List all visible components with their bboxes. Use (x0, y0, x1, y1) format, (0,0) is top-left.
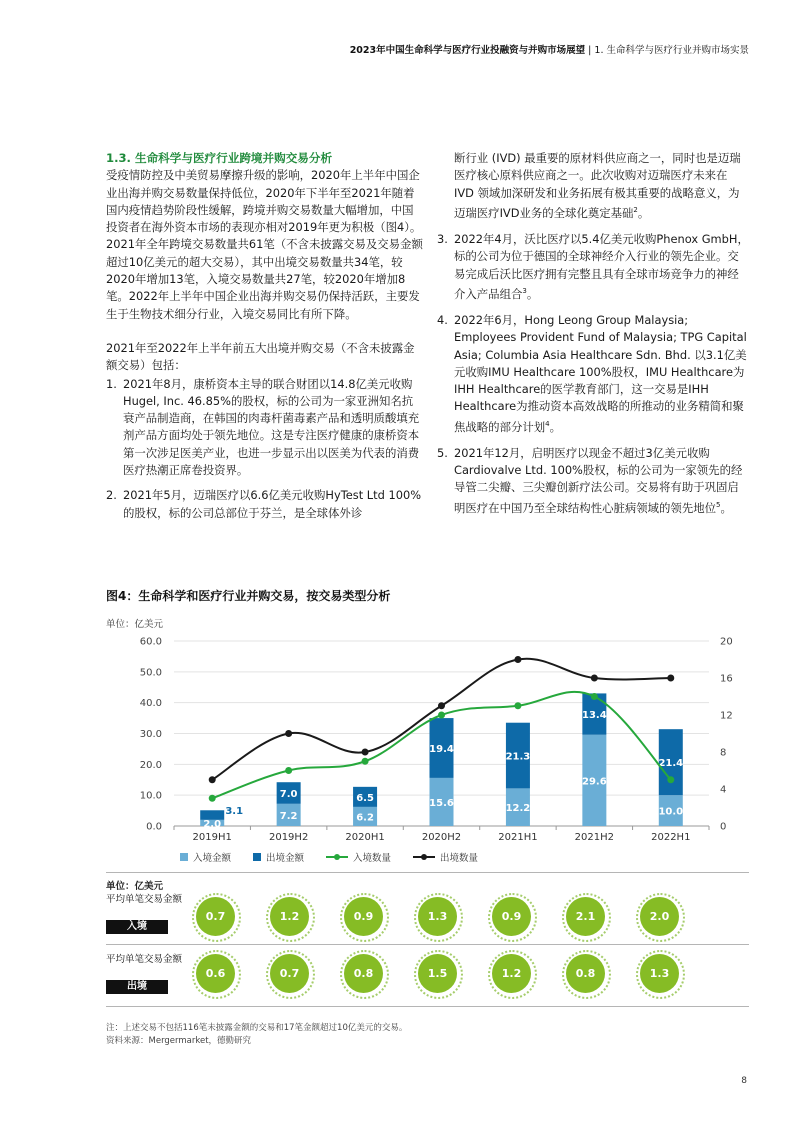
average-circle: 0.8 (566, 954, 605, 993)
point-inbound-count (438, 712, 445, 719)
bar-inbound-label: 10.0 (658, 806, 684, 818)
x-tick-label: 2020H1 (345, 832, 385, 843)
deal-chart (106, 630, 749, 845)
page-header (350, 42, 749, 56)
list-item-continuation: 断行业 (IVD) 最重要的原材料供应商之一，同时也是迈瑞医疗核心原料供应商之一。此次收购对迈瑞医疗未来在 IVD 领域加深研发和业务拓展有极其重要的战略意义，为迈瑞医疗IVD业务的全球化奠定基础$^2$。 (454, 151, 741, 220)
legend-line-swatch (326, 853, 348, 861)
list-item (106, 376, 424, 480)
bar-inbound-label: 29.6 (582, 776, 607, 788)
x-tick-label: 2021H1 (498, 832, 538, 843)
legend-item: 入境金额 (180, 850, 231, 864)
bar-inbound-label: 15.6 (429, 797, 454, 809)
list-item (437, 445, 749, 517)
bar-inbound-label: 7.2 (279, 810, 298, 822)
point-outbound-count (209, 776, 216, 783)
list-item-text: 2021年5月，迈瑞医疗以6.6亿美元收购HyTest Ltd 100%的股权，标的公司总部位于芬兰，是全球体外诊 (123, 488, 422, 520)
right-column (437, 150, 749, 523)
bar-outbound-label: 6.5 (356, 792, 374, 804)
section-paragraph-2: 2021年至2022年上半年前五大出境并购交易（不含未披露金额交易）包括： (106, 340, 415, 373)
list-item-text: 2022年6月，Hong Leong Group Malaysia; Employees Provident Fund of Malaysia; TPG Capital Asia; Columbia Asia Healthcare Sdn. Bhd. 以3.1亿美元收购IMU Healthcare 100%股权，IMU Healthcare为IHH Healthcare的医学教育部门，这一交易是IHH Healthcare为推动资本高效战略的所推动的业务精简和聚焦战略的部分计划$^4$。 (454, 312, 747, 434)
list-item-number: 3. (437, 231, 448, 246)
footnote (106, 1022, 407, 1048)
footnote-ref: 2 (633, 205, 638, 214)
footnote-ref: 3 (522, 286, 527, 295)
average-circle: 0.9 (492, 897, 531, 936)
y-right-tick-label: 4 (720, 784, 727, 796)
average-circle: 1.5 (418, 954, 457, 993)
point-outbound-count (591, 675, 598, 682)
list-item-text: 2021年8月，康桥资本主导的联合财团以14.8亿美元收购Hugel, Inc. 46.85%的股权，标的公司为一家亚洲知名抗衰产品制造商，在韩国的肉毒杆菌毒素产品和透明质酸填充剂产品方面均处于领先地位。这是专注医疗健康的康桥资本第一次涉足医美产业，也进一步显示出以医美为代表的消费医疗热潮正席卷投资界。 (123, 376, 420, 478)
inbound-tag: 入境 (106, 920, 168, 934)
bar-outbound-label: 21.4 (658, 758, 684, 770)
y-right-tick-label: 8 (720, 747, 727, 759)
y-right-tick-label: 16 (720, 673, 733, 685)
average-circle: 1.3 (640, 954, 679, 993)
chapter-title: 1. 生命科学与医疗行业并购市场实景 (594, 45, 749, 56)
point-inbound-count (209, 795, 216, 802)
bar-outbound-label: 21.3 (505, 751, 531, 763)
x-tick-label: 2019H2 (268, 832, 309, 843)
chart-legend (180, 850, 478, 864)
average-circle: 1.2 (270, 897, 309, 936)
x-tick-label: 2020H2 (421, 832, 462, 843)
list-item-text: 2021年12月，启明医疗以现金不超过3亿美元收购Cardiovalve Ltd. 100%股权，标的公司为一家领先的经导管二尖瓣、三尖瓣创新疗法公司。交易将有助于巩固启明医疗在中国乃至全球结构性心脏病领域的领先地位$^5$。 (454, 445, 743, 515)
footnote-ref: 5 (716, 500, 721, 509)
average-circle: 0.8 (344, 954, 383, 993)
point-outbound-count (285, 730, 292, 737)
point-outbound-count (667, 675, 674, 682)
average-label: 平均单笔交易金额 (106, 954, 183, 965)
point-inbound-count (667, 776, 674, 783)
legend-item: 入境数量 (326, 850, 391, 864)
divider (106, 1006, 749, 1007)
y-right-tick-label: 12 (720, 710, 733, 722)
outbound-tag: 出境 (106, 980, 168, 994)
divider (106, 944, 749, 945)
y-left-tick-label: 50.0 (139, 667, 162, 679)
y-right-tick-label: 20 (720, 636, 733, 648)
legend-line-swatch (413, 853, 435, 861)
average-circle: 1.2 (492, 954, 531, 993)
x-tick-label: 2019H1 (192, 832, 232, 843)
bar-outbound-label: 19.4 (429, 743, 454, 755)
list-item (437, 312, 749, 436)
bar-inbound-label: 6.2 (356, 812, 374, 824)
legend-swatch (180, 853, 188, 861)
section-title: 1.3. 生命科学与医疗行业跨境并购交易分析 (106, 151, 333, 165)
list-item-number: 4. (437, 312, 448, 327)
average-circle: 0.9 (344, 897, 383, 936)
y-left-tick-label: 0.0 (146, 821, 162, 833)
average-unit-label: 单位：亿美元 (106, 881, 164, 892)
page-number: 8 (741, 1076, 747, 1086)
list-item-text: 2022年4月，沃比医疗以5.4亿美元收购Phenox GmbH，标的公司为位于德国的全球神经介入行业的领先企业。交易完成后沃比医疗拥有完整且具有全球市场竞争力的神经介入产品组合$^3$。 (454, 231, 749, 301)
legend-swatch (253, 853, 261, 861)
average-inbound-row (106, 894, 749, 954)
figure-title: 图4：生命科学和医疗行业并购交易，按交易类型分析 (106, 589, 391, 603)
list-item (437, 231, 749, 303)
average-circle: 2.1 (566, 897, 605, 936)
point-inbound-count (591, 693, 598, 700)
legend-item: 出境金额 (253, 850, 304, 864)
average-circle: 1.3 (418, 897, 457, 936)
average-circle: 0.7 (196, 897, 235, 936)
y-left-tick-label: 40.0 (139, 698, 162, 710)
point-outbound-count (514, 656, 521, 663)
header-separator: | (588, 45, 592, 56)
bar-outbound-label: 13.4 (582, 710, 607, 722)
footnote-ref: 4 (545, 419, 550, 428)
average-circle: 2.0 (640, 897, 679, 936)
legend-item: 出境数量 (413, 850, 478, 864)
average-outbound-row (106, 954, 749, 1014)
list-item-number: 5. (437, 445, 448, 460)
list-item-number: 2. (106, 488, 117, 503)
point-outbound-count (362, 749, 369, 756)
x-tick-label: 2022H1 (651, 832, 691, 843)
x-tick-label: 2021H2 (574, 832, 615, 843)
bar-inbound-label: 2.0 (203, 818, 222, 830)
continuation-text: 断行业 (IVD) 最重要的原材料供应商之一，同时也是迈瑞医疗核心原料供应商之一。此次收购对迈瑞医疗未来在 IVD 领域加深研发和业务拓展有极其重要的战略意义，为迈瑞医疗IVD业务的全球化奠定基础 (454, 151, 741, 220)
list-item-number: 1. (106, 376, 117, 391)
average-circle: 0.6 (196, 954, 235, 993)
chart-unit-label: 单位：亿美元 (106, 619, 164, 630)
bar-outbound-label: 7.0 (279, 789, 298, 801)
average-label: 平均单笔交易金额 (106, 894, 183, 905)
y-left-tick-label: 20.0 (139, 759, 162, 771)
list-item (106, 487, 424, 522)
bar-inbound-label: 12.2 (505, 803, 531, 815)
point-inbound-count (514, 702, 521, 709)
average-circle: 0.7 (270, 954, 309, 993)
point-inbound-count (285, 767, 292, 774)
note-text: 注：上述交易不包括116笔未披露金额的交易和17笔金额超过10亿美元的交易。 (106, 1023, 408, 1033)
y-left-tick-label: 30.0 (139, 729, 162, 740)
y-right-tick-label: 0 (720, 821, 727, 833)
point-inbound-count (362, 758, 369, 765)
left-column (106, 150, 424, 528)
point-outbound-count (438, 702, 445, 709)
y-left-tick-label: 60.0 (139, 636, 162, 648)
section-paragraph-1: 受疫情防控及中美贸易摩擦升级的影响，2020年上半年中国企业出海并购交易数量保持低位，2020年下半年至2021年随着国内疫情趋势阶段性缓解，跨境并购交易数量大幅增加，中国投资者在海外资本市场的表现亦相对2019年更为积极（图4）。2021年全年跨境交易数量共61笔（不含未披露交易及交易金额超过10亿美元的超大交易），其中出境交易数量共34笔，较2020年增加13笔，入境交易数量共27笔，较2020年增加8笔。2022年上半年中国企业出海并购交易仍保持活跃，主要发生于生物技术细分行业，入境交易同比有所下降。 (106, 168, 423, 321)
y-left-tick-label: 10.0 (139, 790, 162, 802)
divider (106, 872, 749, 873)
report-title: 2023年中国生命科学与医疗行业投融资与并购市场展望 (349, 45, 586, 56)
bar-outbound-label: 3.1 (225, 805, 244, 817)
source-text: 资料来源：Mergermarket，德勤研究 (106, 1036, 252, 1046)
